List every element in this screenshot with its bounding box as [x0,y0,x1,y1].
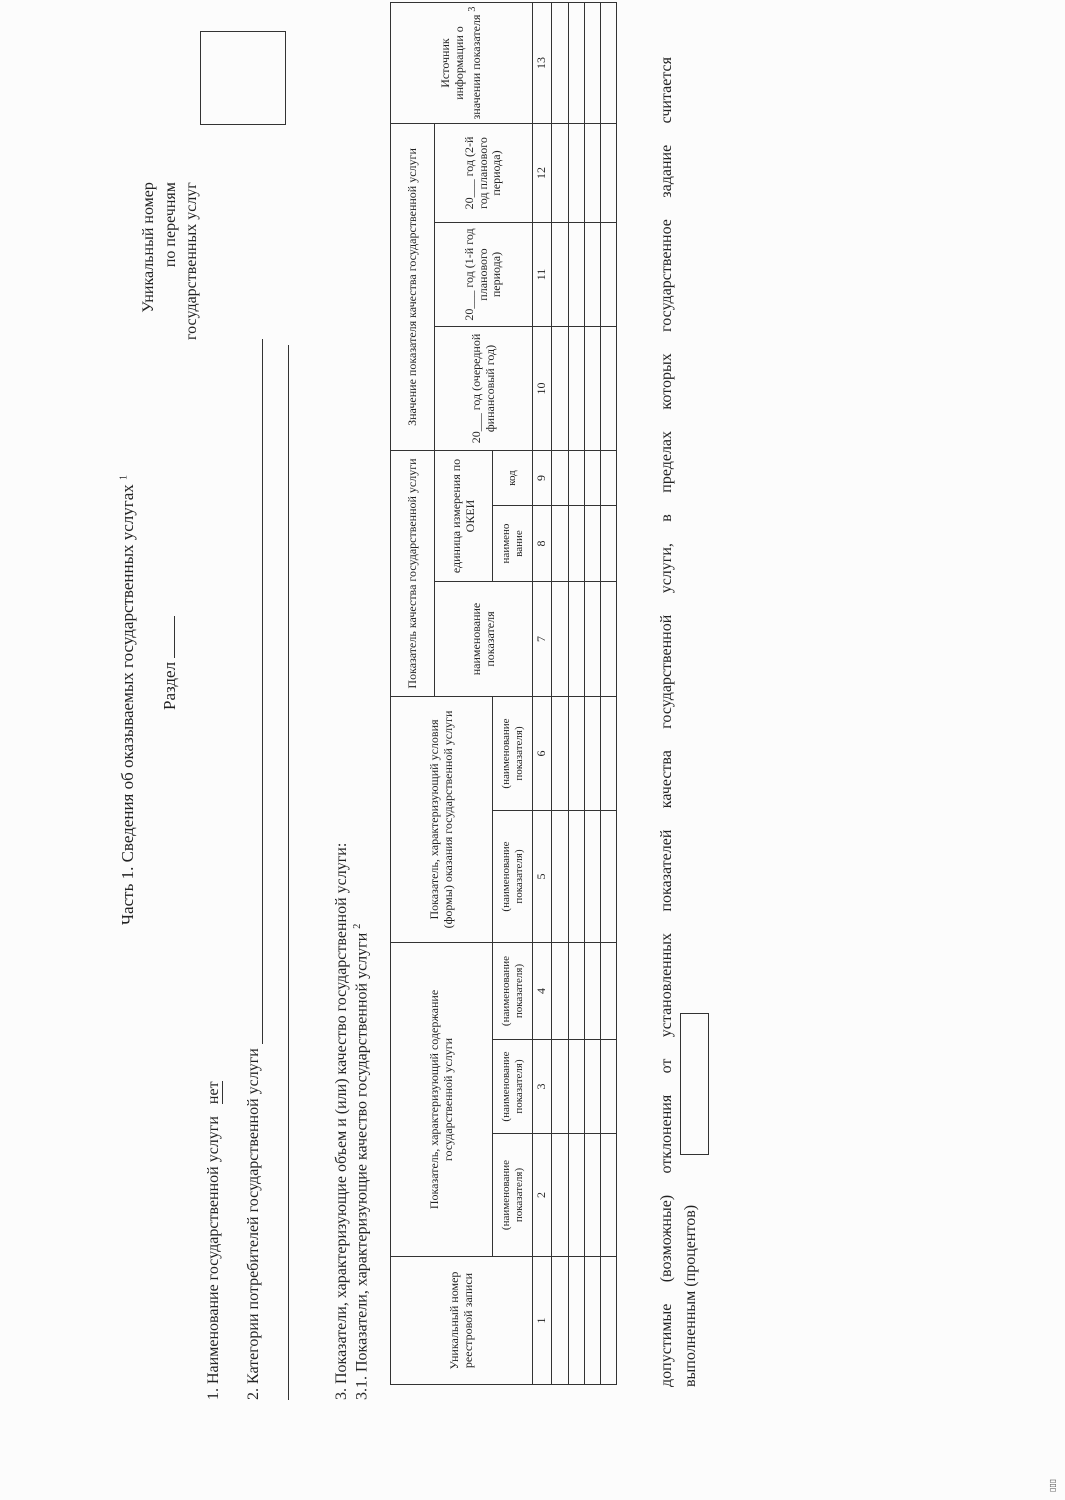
col-number: 1 [533,1257,552,1385]
sub-unit-code-header [493,451,533,506]
field2-blank-line [262,339,263,1044]
col-conditions-header [391,697,493,943]
field2-continuation-line [288,345,289,1400]
sub-unit-code-text: код [506,470,519,486]
sub-name-col4 [493,943,533,1040]
unique-number-box[interactable] [200,31,286,125]
sub-name-col3 [493,1040,533,1134]
part-title-text: Часть 1. Сведения об оказываемых государственных услугах [118,484,137,925]
sub-name-col6-text: (наименование показателя) [499,718,525,789]
section-label [160,616,180,710]
heading-3-1 [352,924,371,1400]
sub-unit-name-text: наимено вание [499,523,525,564]
unique-number-line2: по перечням [161,182,179,268]
col-content-text: Показатель, характеризующий содержание государственной услуги [426,989,455,1210]
sub-unit-header [435,451,493,582]
section-blank [174,616,175,658]
sub-name-col5 [493,811,533,943]
sub-name-col4-text: (наименование показателя) [499,955,525,1027]
field2-label: 2. Категории потребителей государственной услуги [245,1048,262,1400]
sub-year2-header [435,223,533,327]
col-value-text: Значение показателя качества государственной услуги [404,148,419,426]
col-number: 2 [533,1134,552,1257]
deviation-percent-box[interactable] [680,1013,709,1155]
col-number: 9 [533,451,552,506]
sub-year3-header [435,124,533,223]
sub-year1-header [435,327,533,451]
table-row[interactable] [600,3,616,1385]
footer-deviation-text: допустимые (возможные) отклонения от установленных показателей качества государственной услуги, в пределах которых государственное задание считается [658,57,675,1387]
part-title-footnote: 1 [118,474,130,480]
sub-name-col3-text: (наименование показателя) [499,1051,525,1122]
sub-name-col6 [493,697,533,811]
col-quality-header [391,451,435,697]
field1 [205,1081,223,1400]
sub-unit-name-header [493,506,533,582]
sub-name-col2-text: (наименование показателя) [499,1159,525,1231]
sub-name-col5-text: (наименование показателя) [499,841,525,912]
field2 [245,339,263,1400]
sub-quality-name-text: наименование показателя [468,602,497,676]
sub-year3-text: 20___ год (2-й год планового периода) [461,136,504,210]
field1-value: нет [205,1081,222,1105]
quality-indicators-table [390,2,617,1385]
unique-number-line1: Уникальный номер [140,182,157,313]
heading-3: 3. Показатели, характеризующие объем и (или) качество государственной услуги: [333,842,350,1400]
col-content-header [391,943,493,1257]
col-quality-text: Показатель качества государственной услуги [404,458,419,689]
corner-stamp: ▯▯▯ [1048,1478,1057,1492]
heading-3-1-text: 3.1. Показатели, характеризующие качество государственной услуги [353,932,371,1400]
footer-line2 [682,1205,700,1387]
table-row[interactable] [551,3,568,1385]
part-title [118,475,138,925]
col-number: 8 [533,506,552,582]
col-number: 5 [533,811,552,943]
sub-quality-name-header [435,582,533,697]
col-number: 7 [533,582,552,697]
col-source-footnote: 3 [466,6,478,12]
field1-label: 1. Наименование государственной услуги [205,1116,222,1400]
col-number: 12 [533,124,552,223]
col-unique-number-text: Уникальный номер реестровой записи [446,1271,475,1370]
footer-deviation-text-2: выполненным (процентов) [682,1204,699,1387]
table-row[interactable] [568,3,584,1385]
table-row[interactable] [584,3,600,1385]
col-source-header [391,3,533,124]
col-number: 4 [533,943,552,1040]
col-number: 11 [533,223,552,327]
column-numbers-row [533,3,552,1385]
col-value-header [391,124,435,451]
col-number: 3 [533,1040,552,1134]
col-source-wrap [439,6,483,120]
col-conditions-text: Показатель, характеризующий условия (формы) оказания государственной услуги [426,710,455,929]
col-source-text: Источник информации о значении показателя [438,14,483,120]
col-number: 13 [533,3,552,124]
heading-3-1-footnote: 2 [352,923,363,929]
sub-name-col2 [493,1134,533,1257]
unique-number-label [138,182,203,340]
sub-year2-text: 20___ год (1-й год планового периода) [461,228,504,321]
unique-number-line3: государственных услуг [183,182,201,340]
col-unique-number-header [391,1257,533,1385]
col-number: 10 [533,327,552,451]
col-number: 6 [533,697,552,811]
section-label-text: Раздел [160,661,179,710]
sub-unit-text: единица измерения по ОКЕИ [448,458,477,574]
sub-year1-text: 20___ год (очередной финансовый год) [468,333,497,444]
